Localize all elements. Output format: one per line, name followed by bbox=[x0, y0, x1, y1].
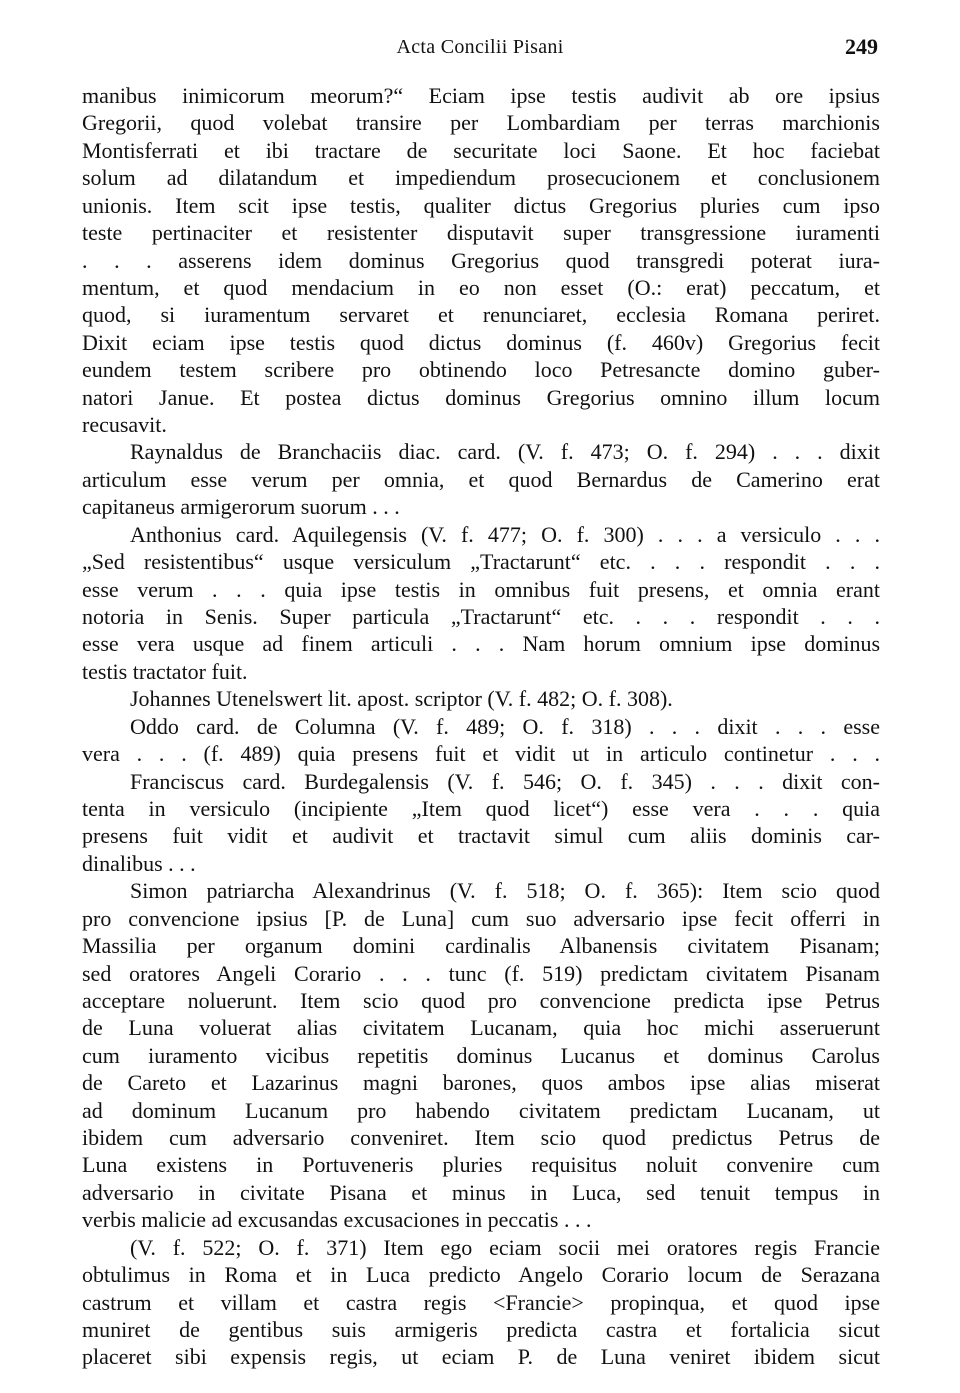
text-line: Simon patriarcha Alexandrinus (V. f. 518; O. f. 365): Item scio quod bbox=[130, 878, 880, 904]
text-line: eundem testem scribere pro obtinendo loco Petresancte domino guber- bbox=[82, 357, 880, 383]
text-line: Franciscus card. Burdegalensis (V. f. 546; O. f. 345) . . . dixit con- bbox=[130, 768, 880, 794]
text-line: recusavit. bbox=[82, 412, 167, 438]
text-line: „Sed resistentibus“ usque versiculum „Tractarunt“ etc. . . . respondit . . . bbox=[82, 549, 880, 575]
text-line: (V. f. 522; O. f. 371) Item ego eciam socii mei oratores regis Francie bbox=[130, 1234, 880, 1260]
text-line: ibidem cum adversario conveniret. Item scio quod predictus Petrus de bbox=[82, 1125, 880, 1151]
text-line: manibus inimicorum meorum?“ Eciam ipse testis audivit ab ore ipsius bbox=[82, 83, 880, 108]
text-line: Massilia per organum domini cardinalis Albanensis civitatem Pisanam; bbox=[82, 933, 880, 959]
text-line: teste pertinaciter et resistenter disputavit super transgressione iuramenti bbox=[82, 220, 880, 246]
text-line: mentum, et quod mendacium in eo non esset (O.: erat) peccatum, et bbox=[82, 274, 880, 300]
body-text bbox=[82, 82, 880, 1371]
text-line: Oddo card. de Columna (V. f. 489; O. f. 318) . . . dixit . . . esse bbox=[130, 713, 880, 739]
text-line: de Careto et Lazarinus magni barones, quos ambos ipse alias miserat bbox=[82, 1070, 880, 1096]
text-line: Dixit eciam ipse testis quod dictus dominus (f. 460v) Gregorius fecit bbox=[82, 329, 880, 355]
running-title: Acta Concilii Pisani bbox=[396, 36, 564, 58]
text-line: capitaneus armigerorum suorum . . . bbox=[82, 494, 400, 520]
text-line: natori Janue. Et postea dictus dominus Gregorius omnino illum locum bbox=[82, 384, 880, 410]
text-line: esse verum . . . quia ipse testis in omnibus fuit presens, et omnia erant bbox=[82, 576, 880, 602]
text-line: Anthonius card. Aquilegensis (V. f. 477; O. f. 300) . . . a versiculo . . . bbox=[130, 521, 880, 547]
text-line: pro convencione ipsius [P. de Luna] cum suo adversario ipse fecit offerri in bbox=[82, 905, 880, 931]
text-line: Montisferrati et ibi tractare de securitate loci Saone. Et hoc faciebat bbox=[82, 137, 880, 163]
text-line: notoria in Senis. Super particula „Tractarunt“ etc. . . . respondit . . . bbox=[82, 604, 880, 630]
text-line: acceptare noluerunt. Item scio quod pro convencione predicta ipse Petrus bbox=[82, 987, 880, 1013]
text-line: Raynaldus de Branchaciis diac. card. (V. f. 473; O. f. 294) . . . dixit bbox=[130, 439, 880, 465]
text-line: sed oratores Angeli Corario . . . tunc (f. 519) predictam civitatem Pisanam bbox=[82, 960, 880, 986]
text-line: esse vera usque ad finem articuli . . . Nam horum omnium ipse dominus bbox=[82, 631, 880, 657]
text-line: de Luna voluerat alias civitatem Lucanam, quia hoc michi asseruerunt bbox=[82, 1015, 880, 1041]
text-line: obtulimus in Roma et in Luca predicto Angelo Corario locum de Serazana bbox=[82, 1262, 880, 1288]
text-line: ad dominum Lucanum pro habendo civitatem predictam Lucanam, ut bbox=[82, 1097, 880, 1123]
text-line: placeret sibi expensis regis, ut eciam P. de Luna veniret ibidem sicut bbox=[82, 1344, 880, 1370]
running-head bbox=[82, 30, 878, 64]
text-line: tenta in versiculo (incipiente „Item quod licet“) esse vera . . . quia bbox=[82, 795, 880, 821]
text-line: articulum esse verum per omnia, et quod Bernardus de Camerino erat bbox=[82, 466, 880, 492]
text-line: unionis. Item scit ipse testis, qualiter dictus Gregorius pluries cum ipso bbox=[82, 192, 880, 218]
text-line: adversario in civitate Pisana et minus in Luca, sed tenuit tempus in bbox=[82, 1179, 880, 1205]
text-line: Johannes Utenelswert lit. apost. scriptor (V. f. 482; O. f. 308). bbox=[130, 686, 673, 712]
text-line: vera . . . (f. 489) quia presens fuit et vidit ut in articulo continetur . . . bbox=[82, 741, 880, 767]
text-line: muniret de gentibus suis armigeris predicta castra et fortalicia sicut bbox=[82, 1316, 880, 1342]
text-line: Gregorii, quod volebat transire per Lombardiam per terras marchionis bbox=[82, 110, 880, 136]
text-line: testis tractator fuit. bbox=[82, 658, 248, 684]
text-line: presens fuit vidit et audivit et tractavit simul cum aliis dominis car- bbox=[82, 823, 880, 849]
text-line: verbis malicie ad excusandas excusaciones in peccatis . . . bbox=[82, 1207, 592, 1233]
text-line: Luna existens in Portuveneris pluries requisitus noluit convenire cum bbox=[82, 1152, 880, 1178]
text-line: cum iuramento vicibus repetitis dominus Lucanus et dominus Carolus bbox=[82, 1042, 880, 1068]
text-line: quod, si iuramentum servaret et renunciaret, ecclesia Romana periret. bbox=[82, 302, 880, 328]
text-line: castrum et villam et castra regis <Francie> propinqua, et quod ipse bbox=[82, 1289, 880, 1315]
text-line: dinalibus . . . bbox=[82, 850, 196, 876]
page-number: 249 bbox=[845, 34, 878, 59]
text-line: solum ad dilatandum et impediendum prosecucionem et conclusionem bbox=[82, 165, 880, 191]
text-line: . . . asserens idem dominus Gregorius quod transgredi poterat iura- bbox=[82, 247, 880, 273]
